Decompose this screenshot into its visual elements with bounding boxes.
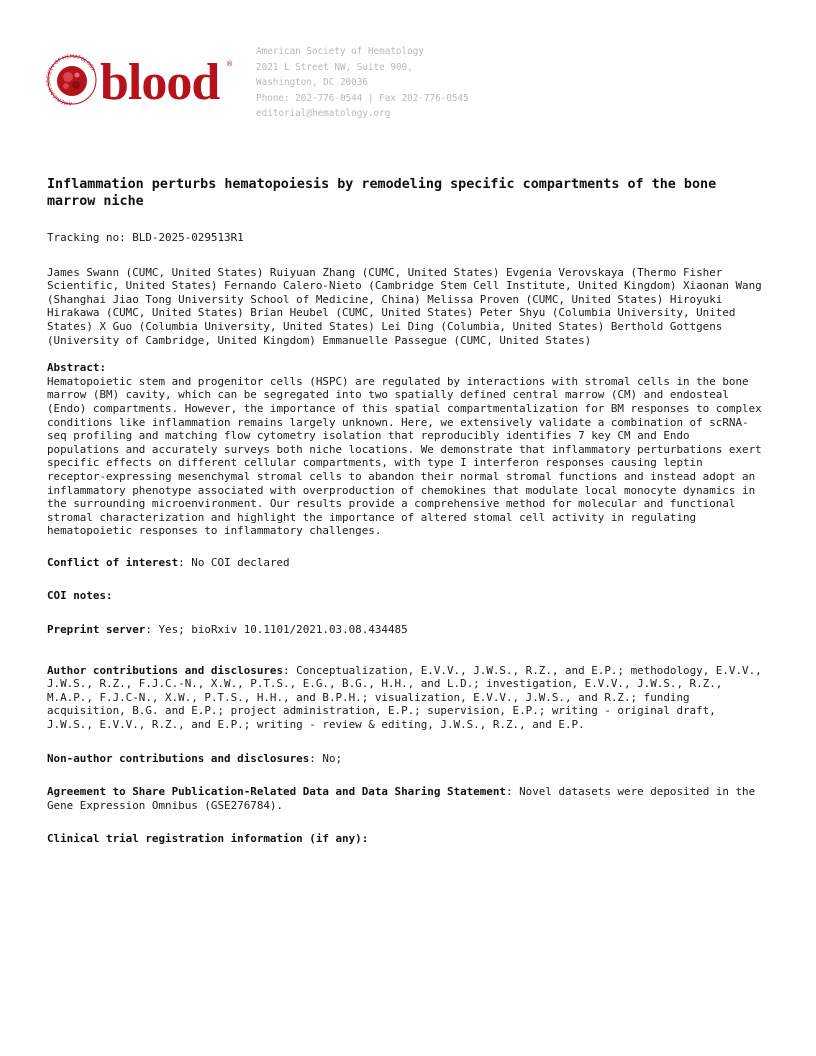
- address-phone: Phone: 202-776-0544 | Fax 202-776-0545: [256, 92, 469, 104]
- author-list: James Swann (CUMC, United States) Ruiyuan Zhang (CUMC, United States) Evgenia Verovskaya (Thermo Fisher Scientific, United States) Fernando Calero-Nieto (Cambridge Stem Cell Institute, United Kingdom) Xiaonan Wang (Shanghai Jiao Tong University School of Medicine, China) Melissa Proven (CUMC, United States) Hiroyuki Hirakawa (CUMC, United States) Brian Heubel (CUMC, United States) Peter Shyu (Columbia University, United States) X Guo (Columbia University, United States) Lei Ding (Columbia, United States) Berthold Gottgens (University of Cambridge, United Kingdom) Emmanuelle Passegue (CUMC, United States): [47, 265, 762, 347]
- coi-notes-separator: :: [106, 589, 113, 603]
- preprint-separator: :: [145, 623, 159, 637]
- non-author-separator: :: [309, 751, 323, 765]
- preprint-label: Preprint server: [47, 623, 146, 637]
- preprint-server: [47, 623, 767, 637]
- author-contributions: [47, 664, 767, 732]
- clinical-trial-separator: :: [361, 832, 369, 846]
- coi-notes-label: COI notes: [47, 589, 107, 603]
- abstract-section: [47, 361, 767, 538]
- non-author-value: No;: [322, 751, 343, 765]
- non-author-label: Non-author contributions and disclosures: [47, 751, 310, 765]
- logo-ring-text: AMERICAN SOCIETY OF HEMATOLOGY: [45, 53, 96, 107]
- publisher-address: [256, 44, 469, 122]
- non-author-contributions: [47, 752, 767, 766]
- manuscript-title: Inflammation perturbs hematopoiesis by remodeling specific compartments of the bone marrow niche: [47, 177, 717, 209]
- data-sharing-separator: :: [505, 785, 520, 799]
- contributions-label: Author contributions and disclosures: [47, 663, 284, 677]
- conflict-of-interest: [47, 556, 767, 570]
- preprint-value: Yes; bioRxiv 10.1101/2021.03.08.434485: [158, 623, 408, 637]
- contributions-value: Conceptualization, E.V.V., J.W.S., R.Z., and E.P.; methodology, E.V.V., J.W.S., R.Z., F.J.C.-N., X.W., P.T.S., E.G., B.G., H.H., and L.D.; investigation, E.V.V., J.W.S., R.Z., M.A.P., F.J.C-N., X.W., P.T.S., H.H., and B.P.H.; visualization, E.V.V., J.W.S., and R.Z.; funding acquisition, B.G. and E.P.; project administration, E.P.; supervision, E.P.; writing - original draft, J.W.S., E.V.V., R.Z., and E.P.; writing - review & editing, J.W.S., R.Z., and E.P.: [47, 663, 762, 732]
- tracking-number: Tracking no: BLD-2025-029513R1: [47, 231, 244, 244]
- clinical-trial-label: Clinical trial registration information (if any): [47, 832, 362, 846]
- logo-wordmark: blood: [100, 54, 220, 111]
- address-street: 2021 L Street NW, Suite 900,: [256, 61, 413, 73]
- clinical-trial-registration: [47, 832, 767, 846]
- svg-text:®: ®: [226, 60, 233, 68]
- contributions-separator: :: [283, 663, 297, 677]
- data-sharing-statement: [47, 785, 767, 812]
- address-email: editorial@hematology.org: [256, 108, 391, 120]
- address-city: Washington, DC 20036: [256, 77, 368, 89]
- manuscript-body: [47, 176, 767, 846]
- data-sharing-value: Novel datasets were deposited in the Gene Expression Omnibus (GSE276784).: [47, 785, 756, 812]
- abstract-label: Abstract:: [47, 361, 107, 375]
- data-sharing-label: Agreement to Share Publication-Related Data and Data Sharing Statement: [47, 785, 506, 799]
- coi-label: Conflict of interest: [47, 555, 179, 569]
- abstract-text: Hematopoietic stem and progenitor cells (HSPC) are regulated by interactions with stromal cells in the bone marrow (BM) cavity, which can be segregated into two spatially defined central marrow (CM) and endosteal (Endo) compartments. However, the importance of this spatial compartmentalization for BM responses to complex conditions like inflammation remains largely unknown. Here, we extensively validate a combination of scRNA-seq profiling and matching flow cytometry isolation that reproducibly identifies 7 key CM and Endo populations and accurately surveys both niche locations. We demonstrate that inflammatory perturbations exert specific effects on different cellular compartments, with type I interferon responses causing leptin receptor-expressing mesenchymal stromal cells to abandon their normal stromal functions and instead adopt an inflammatory phenotype associated with overproduction of chemokines that modulate local monocyte dynamics in the surrounding microenvironment. Our results provide a comprehensive method for molecular and functional stromal characterization and highlight the importance of altered stomal cell activity in regulating hematopoietic responses to inflammatory challenges.: [47, 374, 762, 538]
- blood-cell-icon: [57, 66, 87, 96]
- blood-logo-graphic: [42, 52, 237, 112]
- address-org: American Society of Hematology: [256, 46, 424, 57]
- coi-separator: :: [178, 555, 192, 569]
- coi-value: No COI declared: [191, 555, 290, 569]
- coi-notes: [47, 589, 767, 603]
- blood-journal-logo: [42, 52, 237, 112]
